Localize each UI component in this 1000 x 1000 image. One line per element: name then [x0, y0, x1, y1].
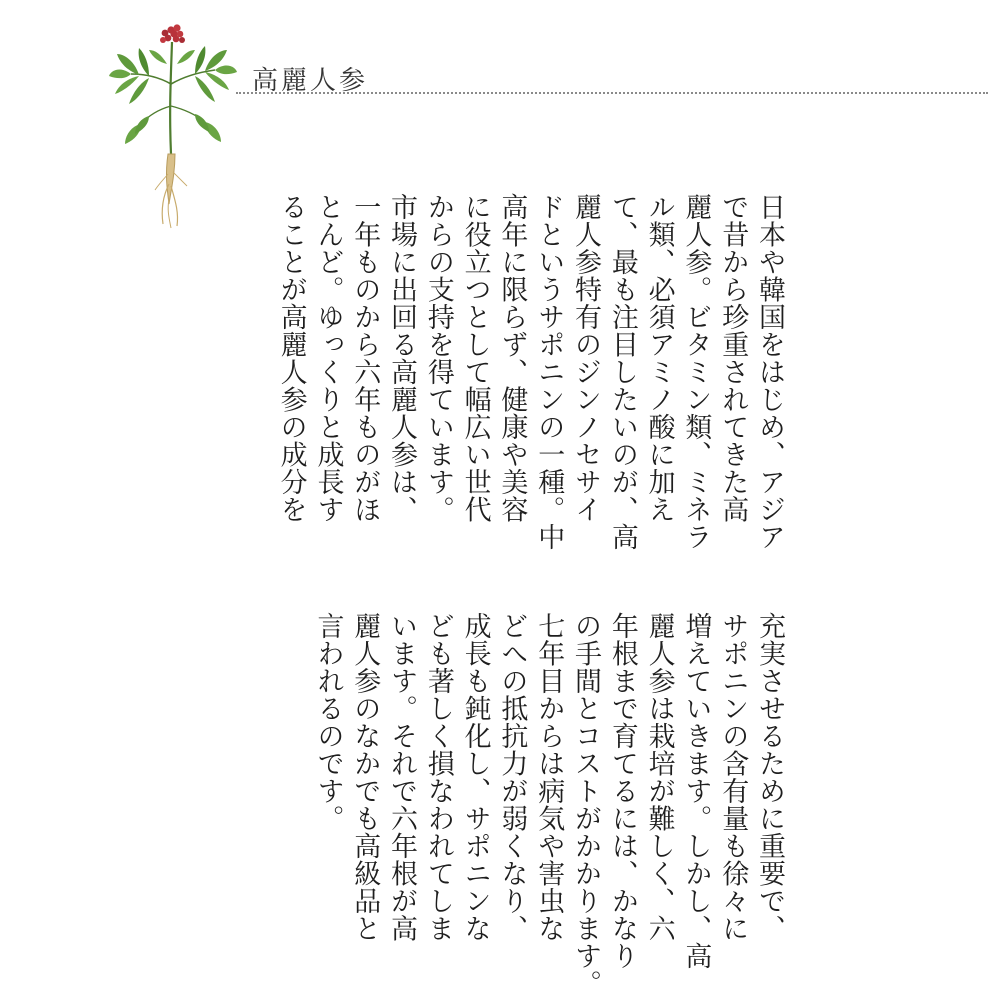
page-title: 高麗人参: [252, 66, 369, 96]
berry-cluster: [160, 24, 185, 43]
root: [155, 154, 187, 228]
title-divider: [236, 92, 988, 94]
ginseng-plant-icon: [105, 14, 240, 229]
leaves: [109, 46, 237, 144]
body-text-block-2: 充実させるために重要で、 サポニンの含有量も徐々に 増えていきます。しかし、高 麗人参は栽培が難しく、六 年根まで育てるには、かなり の手間とコストがかかります。 七年目からは病気や害虫な どへの抵抗力が弱くなり、 成長も鈍化し、サポニンな ども著しく損なわれてしま います。それで六年根が高 麗人参のなかでも高級品と 言われるのです。: [312, 612, 785, 997]
body-text-block-1: 日本や韓国をはじめ、アジア で昔から珍重されてきた高 麗人参。ビタミン類、ミネラ ル類、必須アミノ酸に加え て、最も注目したいのが、高 麗人参特有のジンノセサイ ドというサポニンの一種。中 高年に限らず、健康や美容 に役立つとして幅広い世代 からの支持を得ています。 市場に出回る高麗人参は、 一年ものから六年ものがほ とんど。ゆっくりと成長す ることが高麗人参の成分を: [275, 193, 785, 551]
